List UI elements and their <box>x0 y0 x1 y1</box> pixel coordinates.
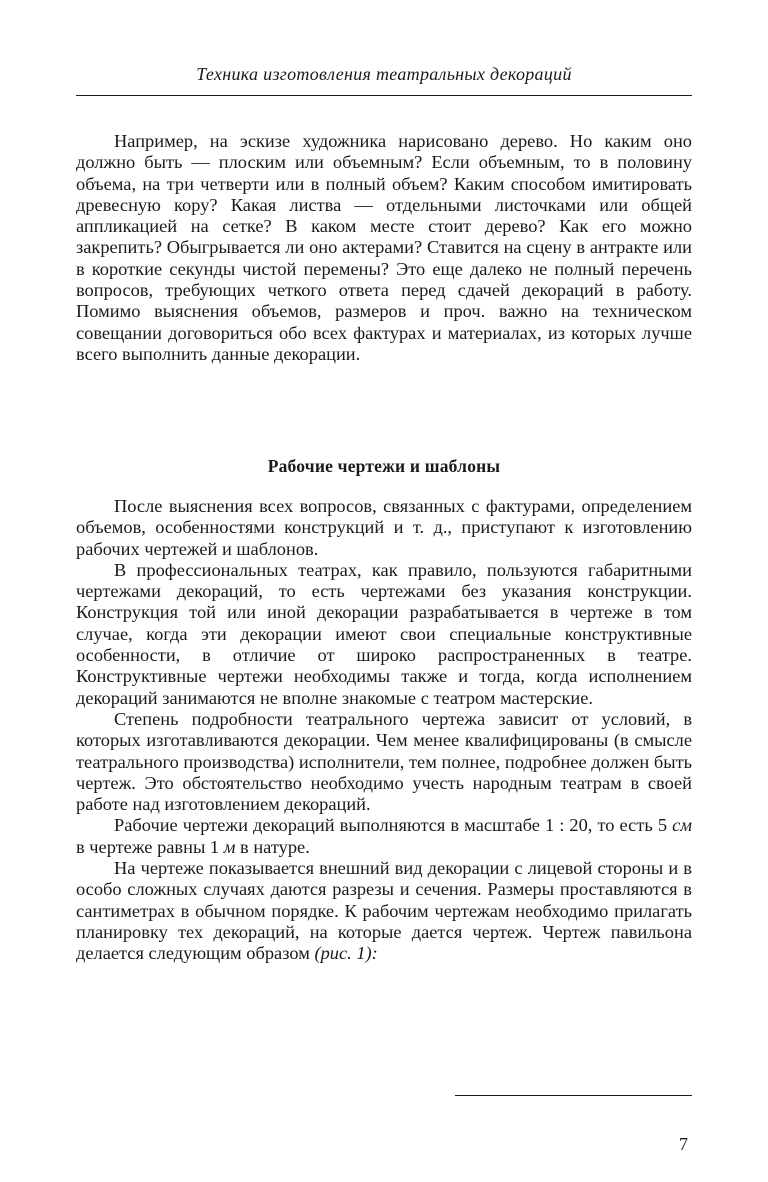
running-header: Техника изготовления театральных декораций <box>196 64 572 84</box>
paragraph-drawing <box>76 858 692 964</box>
intro-text-block <box>76 131 692 365</box>
section-text-block <box>76 496 692 965</box>
text-run: Рабочие чертежи декораций выполняются в масштабе 1 : 20, то есть 5 <box>114 815 673 836</box>
paragraph: В профессиональных театрах, как правило, пользуются габаритными чертежами декораций, то есть чертежами без указания конструкции. Конструкция той или иной декорации разрабатывается в чертеже в том случае, когда эти декорации имеют свои специальные конструктивные особенности, в отличие от широко распространенных в театре. Конструктивные чертежи необходимы также и тогда, когда исполнением декораций занимаются не вполне знакомые с театром мастерские. <box>76 559 692 708</box>
unit-cm: см <box>672 815 692 836</box>
footnote-rule <box>455 1095 692 1096</box>
unit-m: м <box>223 836 236 857</box>
section-heading: Рабочие чертежи и шаблоны <box>267 456 501 476</box>
paragraph: Например, на эскизе художника нарисовано дерево. Но каким оно должно быть — плоским или объемным? Если объемным, то в половину объема, на три четверти или в полный объем? Каким способом имитировать древесную кору? Какая листва — отдельными листочками или общей аппликацией на сетке? В каком месте стоит дерево? Как его можно закрепить? Обыгрывается ли оно актерами? Ставится на сцену в антракте или в короткие секунды чистой перемены? Это еще далеко не полный перечень вопросов, требующих четкого ответа перед сдачей декораций в работу. Помимо выяснения объемов, размеров и проч. важно на техническом совещании договориться обо всех фактурах и материалах, из которых лучше всего выполнить данные декорации. <box>76 131 692 364</box>
figure-reference: (рис. 1): <box>314 943 378 964</box>
text-run: в чертеже равны 1 <box>76 836 224 857</box>
text-run: На чертеже показывается внешний вид декорации с лицевой стороны и в особо сложных случаях даются разрезы и сечения. Размеры проставляются в сантиметрах в обычном порядке. К рабочим чертежам необходимо прилагать планировку тех декораций, на которые дается чертеж. Чертеж павильона делается следующим образом <box>76 858 692 964</box>
page-number: 7 <box>679 1134 688 1154</box>
paragraph: После выяснения всех вопросов, связанных с фактурами, определением объемов, особенностями конструкций и т. д., приступают к изготовлению рабочих чертежей и шаблонов. <box>76 496 692 559</box>
paragraph: Степень подробности театрального чертежа зависит от условий, в которых изготавливаются декорации. Чем менее квалифицированы (в смысле театрального производства) исполнители, тем полнее, подробнее должен быть чертеж. Это обстоятельство необходимо учесть народным театрам в своей работе над изготовлением декораций. <box>76 708 692 815</box>
paragraph-scale <box>76 815 692 858</box>
header-rule <box>76 95 692 96</box>
text-run: в натуре. <box>235 836 310 857</box>
